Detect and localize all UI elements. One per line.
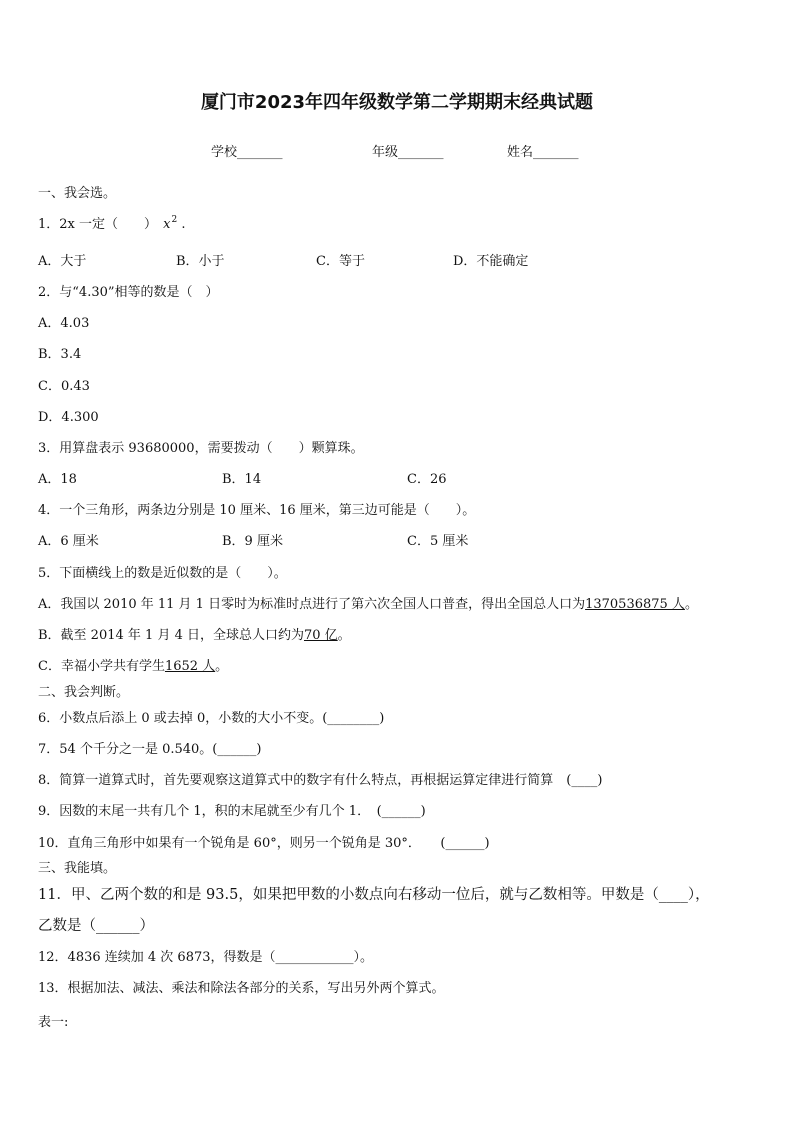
question-5-option-c-underlined: 1652 人 bbox=[164, 659, 216, 674]
question-10: 10．直角三角形中如果有一个锐角是 60°，则另一个锐角是 30°． (______) bbox=[38, 836, 490, 851]
question-3-option-b: B．14 bbox=[222, 472, 262, 487]
question-1-stem: 1．2x 一定（ ） bbox=[38, 217, 158, 232]
question-1-option-a: A．大于 bbox=[38, 254, 87, 269]
question-2-option-c: C．0.43 bbox=[38, 379, 90, 394]
question-5-option-a-end: 。 bbox=[684, 597, 698, 612]
question-4-option-a: A．6 厘米 bbox=[38, 534, 99, 549]
question-7: 7．54 个千分之一是 0.540。(______) bbox=[38, 742, 262, 757]
question-5-option-b bbox=[38, 624, 351, 643]
question-12: 12．4836 连续加 4 次 6873，得数是（____________）。 bbox=[38, 950, 374, 965]
question-3-option-c: C．26 bbox=[407, 472, 447, 487]
question-5-option-c-end: 。 bbox=[215, 659, 229, 674]
question-3-stem: 3．用算盘表示 93680000，需要拨动（ ）颗算珠。 bbox=[38, 441, 364, 456]
question-5-option-b-text: B．截至 2014 年 1 月 4 日，全球总人口约为 bbox=[38, 628, 304, 643]
question-2-stem: 2．与“4.30”相等的数是（ ） bbox=[38, 285, 219, 300]
question-5-option-b-underlined: 70 亿 bbox=[303, 628, 338, 643]
question-5-option-c-text: C．幸福小学共有学生 bbox=[38, 659, 165, 674]
question-1-exponent: 2 bbox=[171, 215, 178, 225]
name-field: 姓名_______ bbox=[507, 145, 579, 160]
question-4-option-c: C．5 厘米 bbox=[407, 534, 469, 549]
section-heading-2: 二、我会判断。 bbox=[38, 685, 130, 700]
question-1-option-d: D．不能确定 bbox=[453, 254, 529, 269]
school-field: 学校_______ bbox=[211, 145, 283, 160]
section-heading-1: 一、我会选。 bbox=[38, 186, 117, 201]
question-8: 8．简算一道算式时，首先要观察这道算式中的数字有什么特点，再根据运算定律进行简算 (____) bbox=[38, 773, 603, 788]
question-1-option-c: C．等于 bbox=[316, 254, 365, 269]
question-9: 9．因数的末尾一共有几个 1，积的末尾就至少有几个 1． (______) bbox=[38, 804, 426, 819]
question-2-option-b: B．3.4 bbox=[38, 347, 82, 362]
question-3-option-a: A．18 bbox=[38, 472, 77, 487]
table-label: 表一: bbox=[38, 1015, 69, 1030]
question-1-variable: x bbox=[163, 217, 171, 232]
question-5-stem: 5．下面横线上的数是近似数的是（ ）。 bbox=[38, 566, 287, 581]
section-heading-3: 三、我能填。 bbox=[38, 861, 117, 876]
question-5-option-c bbox=[38, 655, 228, 674]
page-title: 厦门市2023年四年级数学第二学期期末经典试题 bbox=[200, 92, 594, 113]
question-13: 13．根据加法、减法、乘法和除法各部分的关系，写出另外两个算式。 bbox=[38, 981, 445, 996]
question-6: 6．小数点后添上 0 或去掉 0，小数的大小不变。(________) bbox=[38, 711, 385, 726]
question-1 bbox=[38, 213, 186, 232]
question-1-stem-end: . bbox=[177, 217, 186, 232]
question-5-option-b-end: 。 bbox=[337, 628, 351, 643]
question-4-stem: 4．一个三角形，两条边分别是 10 厘米、16 厘米，第三边可能是（ ）。 bbox=[38, 503, 476, 518]
question-2-option-d: D．4.300 bbox=[38, 410, 99, 425]
question-4-option-b: B．9 厘米 bbox=[222, 534, 283, 549]
question-5-option-a-text: A．我国以 2010 年 11 月 1 日零时为标准时点进行了第六次全国人口普查，得出全国总人口为 bbox=[38, 597, 586, 612]
question-11-line-1: 11．甲、乙两个数的和是 93.5，如果把甲数的小数点向右移动一位后，就与乙数相等。甲数是（____）， bbox=[38, 887, 710, 903]
question-5-option-a bbox=[38, 593, 698, 612]
question-2-option-a: A．4.03 bbox=[38, 316, 90, 331]
question-11-line-2: 乙数是（______） bbox=[38, 918, 154, 934]
grade-field: 年级_______ bbox=[372, 145, 444, 160]
question-5-option-a-underlined: 1370536875 人 bbox=[585, 597, 685, 612]
question-1-option-b: B．小于 bbox=[176, 254, 225, 269]
